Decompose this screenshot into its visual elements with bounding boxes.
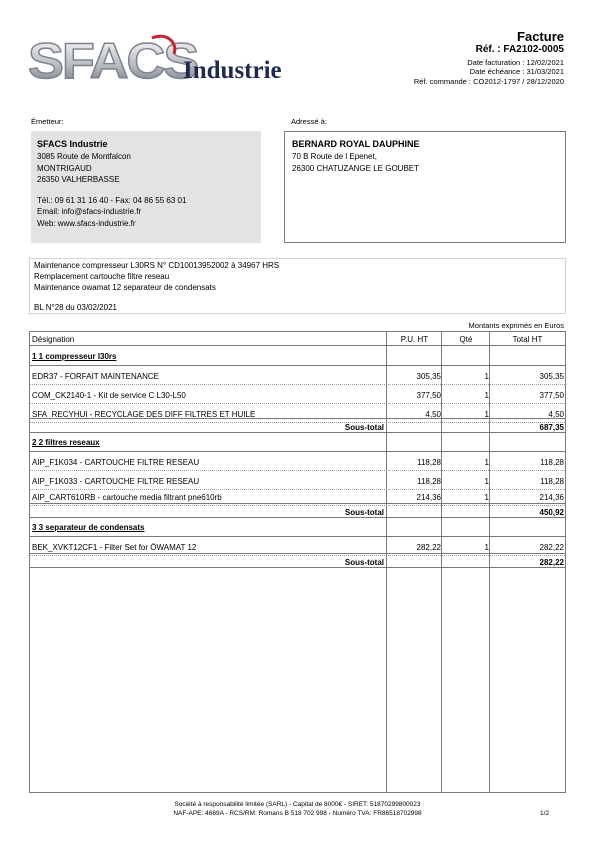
item-unit-price: 377,50	[416, 391, 441, 400]
table-row	[30, 452, 565, 471]
sender-email[interactable]: Email: info@sfacs-industrie.fr	[37, 207, 142, 216]
delivery-note-ref: BL N°28 du 03/02/2021	[34, 303, 117, 313]
group-row	[30, 432, 565, 452]
item-total: 4,50	[548, 410, 564, 419]
subtotal-label: Sous-total	[344, 558, 384, 567]
invoice-notes	[29, 258, 566, 314]
header-qty: Qté	[459, 335, 473, 344]
currency-note: Montants exprimés en Euros	[468, 321, 564, 330]
sender-address-1: 3085 Route de Montfalcon	[37, 152, 131, 161]
item-unit-price: 282,22	[416, 543, 441, 552]
group-title: 3 3 separateur de condensats	[32, 523, 145, 532]
table-header	[30, 332, 565, 346]
item-unit-price: 4,50	[425, 410, 441, 419]
invoice-reference: Réf. : FA2102-0005	[475, 44, 564, 55]
due-date: Date échéance : 31/03/2021	[469, 67, 564, 76]
item-designation: AIP_CART610RB - cartouche media filtrant pne610rb	[32, 493, 222, 502]
group-title: 2 2 filtres reseaux	[32, 438, 100, 447]
item-total: 282,22	[539, 543, 564, 552]
items-table	[29, 331, 566, 793]
item-qty: 1	[484, 410, 489, 419]
subtotal-value: 450,92	[539, 508, 564, 517]
document-title: Facture	[517, 29, 564, 44]
item-unit-price: 214,36	[416, 493, 441, 502]
item-total: 377,50	[539, 391, 564, 400]
subtotal-value: 687,35	[539, 423, 564, 432]
subtotal-row	[30, 418, 565, 433]
item-designation: EDR37 - FORFAIT MAINTENANCE	[32, 372, 159, 381]
company-logo	[28, 32, 318, 88]
item-total: 118,28	[540, 477, 564, 486]
item-total: 305,35	[539, 372, 564, 381]
sender-name: SFACS Industrie	[37, 139, 108, 149]
header-total: Total HT	[512, 335, 543, 344]
item-qty: 1	[484, 493, 489, 502]
item-qty: 1	[484, 477, 489, 486]
note-line: Remplacement cartouche filtre reseau	[34, 271, 170, 281]
subtotal-row	[30, 553, 565, 568]
invoice-date: Date facturation : 12/02/2021	[467, 58, 564, 67]
sender-website[interactable]: Web: www.sfacs-industrie.fr	[37, 218, 136, 228]
note-line: Maintenance owamat 12 separateur de condensats	[34, 282, 216, 292]
header-designation: Désignation	[32, 335, 75, 344]
item-qty: 1	[484, 372, 489, 381]
item-designation: SFA_RECYHUI - RECYCLAGE DES DIFF FILTRES ET HUILE	[32, 410, 256, 419]
item-designation: AIP_F1K034 - CARTOUCHE FILTRE RESEAU	[32, 458, 200, 467]
item-designation: BEK_XVKT12CF1 - Filter Set for ÖWAMAT 12	[32, 543, 197, 552]
recipient-address-1: 70 B Route de l Epenet,	[292, 152, 377, 161]
item-total: 214,36	[539, 493, 564, 502]
group-title: 1 1 compresseur l30rs	[32, 352, 117, 361]
group-row	[30, 346, 565, 366]
item-designation: COM_CK2140-1 - Kit de service C L30-L50	[32, 391, 186, 400]
item-designation: AIP_F1K033 - CARTOUCHE FILTRE RESEAU	[32, 477, 200, 486]
sender-address-3: 26350 VALHERBASSE	[37, 175, 120, 184]
header-unit-price: P.U. HT	[400, 335, 429, 344]
item-qty: 1	[484, 391, 489, 400]
recipient-name: BERNARD ROYAL DAUPHINE	[292, 139, 420, 149]
group-row	[30, 517, 565, 537]
subtotal-row	[30, 503, 565, 518]
svg-text:SFACS: SFACS	[28, 33, 198, 88]
item-total: 118,28	[540, 458, 564, 467]
subtotal-label: Sous-total	[344, 508, 384, 517]
table-row	[30, 366, 565, 385]
sender-address-2: MONTRIGAUD	[37, 163, 92, 173]
recipient-box	[284, 131, 566, 243]
page-number: 1/2	[540, 810, 550, 817]
item-unit-price: 305,35	[416, 372, 441, 381]
subtotal-label: Sous-total	[344, 423, 384, 432]
recipient-address-2: 26300 CHATUZANGE LE GOUBET	[292, 163, 419, 173]
sender-label: Émetteur:	[31, 117, 64, 126]
svg-text:Industrie: Industrie	[183, 57, 282, 84]
item-qty: 1	[484, 543, 489, 552]
recipient-label: Adressé à:	[291, 117, 327, 126]
item-unit-price: 118,28	[417, 458, 441, 467]
legal-footer-line: NAF-APE: 4669A - RCS/RM: Romans B 518 702 998 - Numéro TVA: FR86518702998	[173, 810, 422, 817]
table-row	[30, 385, 565, 404]
item-qty: 1	[484, 458, 489, 467]
legal-footer-line: Société à responsabilité limitée (SARL) - Capital de 8000€ - SIRET: 51870299800023	[174, 801, 421, 808]
sender-phone-fax: Tél.: 09 61 31 16 40 - Fax: 04 86 55 63 01	[37, 195, 187, 205]
item-unit-price: 118,28	[417, 477, 441, 486]
subtotal-value: 282,22	[539, 558, 564, 567]
sender-box	[31, 131, 261, 243]
order-reference: Réf. commande : CO2012-1797 / 28/12/2020	[413, 77, 564, 86]
note-line: Maintenance compresseur L30RS N° CD10013952002 à 34967 HRS	[34, 261, 280, 270]
